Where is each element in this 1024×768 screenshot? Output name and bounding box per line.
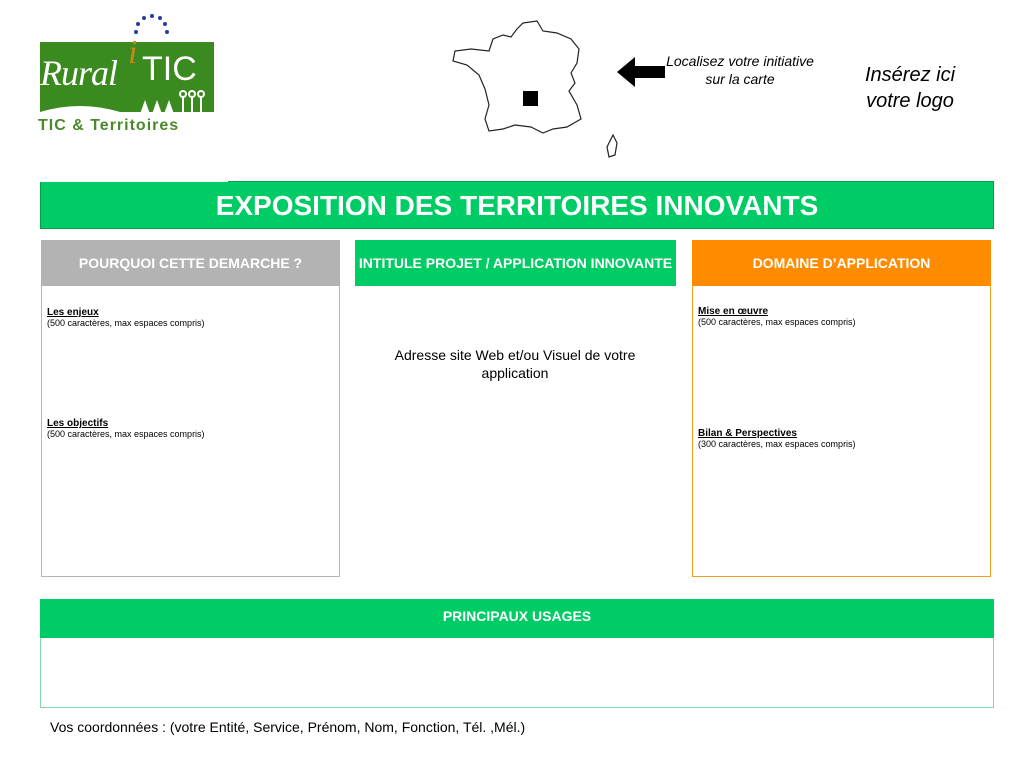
section-title: Mise en œuvre <box>698 306 769 317</box>
left-header: POURQUOI CETTE DEMARCHE ? <box>41 240 340 286</box>
logo-word-rural: Rural <box>40 53 118 93</box>
usages-header-bar <box>40 599 994 638</box>
section-note: (300 caractères, max espaces compris) <box>698 439 856 449</box>
title-notch <box>40 172 228 182</box>
enjeux-section[interactable] <box>47 307 327 328</box>
objectifs-section[interactable] <box>47 418 327 439</box>
bilan-section[interactable] <box>698 428 978 449</box>
section-title: Les objectifs <box>47 418 109 429</box>
mise-en-oeuvre-section[interactable] <box>698 306 978 327</box>
location-marker[interactable] <box>523 91 538 106</box>
section-title: Les enjeux <box>47 307 99 318</box>
section-note: (500 caractères, max espaces compris) <box>698 317 856 327</box>
section-note: (500 caractères, max espaces compris) <box>47 429 205 439</box>
left-panel <box>41 240 340 577</box>
france-outline <box>453 21 581 133</box>
logo-placeholder[interactable]: Insérez ici votre logo <box>864 64 956 112</box>
right-panel <box>692 240 991 577</box>
france-map[interactable] <box>445 15 625 165</box>
section-title: Bilan & Perspectives <box>698 428 797 439</box>
logo-word-tic: TIC <box>142 50 197 88</box>
usages-header: PRINCIPAUX USAGES <box>442 608 592 624</box>
corsica-outline <box>607 135 617 157</box>
title-bar <box>40 181 994 229</box>
contact-line[interactable]: Vos coordonnées : (votre Entité, Service, Prénom, Nom, Fonction, Tél. ,Mél.) <box>50 719 526 735</box>
middle-header: INTITULE PROJET / APPLICATION INNOVANTE <box>355 240 676 286</box>
middle-body[interactable]: Adresse site Web et/ou Visuel de votre application <box>394 347 636 381</box>
right-header: DOMAINE D’APPLICATION <box>692 240 991 286</box>
logo-letter-i: i <box>128 34 138 71</box>
section-note: (500 caractères, max espaces compris) <box>47 318 205 328</box>
ruraltic-logo <box>38 12 218 142</box>
logo-tagline: TIC & Territoires <box>38 117 180 134</box>
page-title: EXPOSITION DES TERRITOIRES INNOVANTS <box>215 190 819 221</box>
map-caption: Localisez votre initiative sur la carte <box>666 53 814 87</box>
